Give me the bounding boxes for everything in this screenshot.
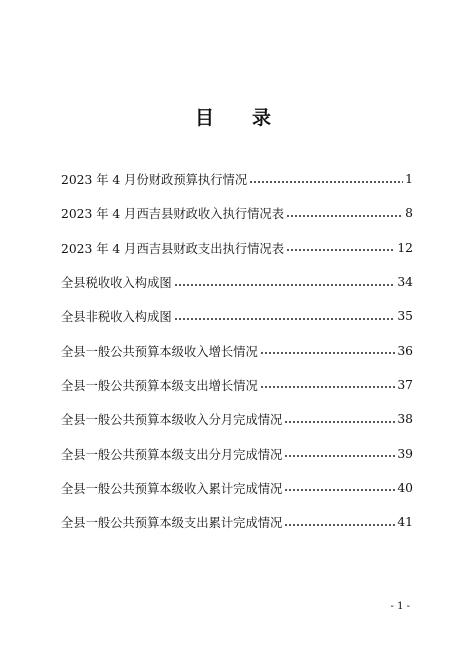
toc-entry-page: 38 [397, 412, 413, 427]
toc-entry[interactable] [61, 436, 413, 470]
title-char-1: 目 [194, 107, 216, 129]
toc-entry-page: 12 [397, 240, 413, 255]
toc-entry[interactable] [61, 299, 413, 333]
toc-entry-label: 全县一般公共预算本级收入分月完成情况 [61, 413, 283, 428]
toc-entry-page: 36 [397, 343, 413, 358]
toc-entry-page: 34 [397, 275, 413, 290]
toc-entry-label: 全县一般公共预算本级支出分月完成情况 [61, 447, 283, 462]
toc-entry-page: 1 [405, 172, 413, 187]
table-of-contents [61, 162, 413, 539]
toc-entry[interactable] [61, 162, 413, 196]
dot-leader [174, 318, 396, 320]
toc-entry[interactable] [61, 402, 413, 436]
dot-leader [284, 489, 395, 491]
dot-leader [284, 524, 395, 526]
dot-leader [284, 421, 395, 423]
toc-entry[interactable] [61, 231, 413, 265]
dot-leader [260, 386, 396, 388]
title-char-2: 录 [252, 107, 274, 129]
dot-leader [260, 352, 396, 354]
toc-entry-page: 35 [397, 309, 413, 324]
page-title [0, 103, 468, 130]
dot-leader [249, 181, 403, 183]
toc-entry-label: 全县一般公共预算本级支出增长情况 [61, 378, 258, 393]
dot-leader [286, 215, 403, 217]
page-number: - 1 - [390, 601, 410, 612]
toc-entry-label: 全县一般公共预算本级收入增长情况 [61, 344, 258, 359]
toc-entry-label: 全县一般公共预算本级收入累计完成情况 [61, 481, 283, 496]
toc-entry[interactable] [61, 333, 413, 367]
toc-entry-page: 40 [397, 480, 413, 495]
toc-entry-label: 全县非税收入构成图 [61, 310, 172, 325]
toc-entry[interactable] [61, 196, 413, 230]
toc-entry-label: 全县税收收入构成图 [61, 276, 172, 291]
toc-entry-label: 2023 年 4 月西吉县财政支出执行情况表 [61, 241, 285, 256]
toc-entry[interactable] [61, 471, 413, 505]
toc-entry-page: 41 [397, 515, 413, 530]
toc-entry-label: 2023 年 4 月份财政预算执行情况 [61, 173, 248, 188]
dot-leader [174, 284, 396, 286]
toc-entry[interactable] [61, 505, 413, 539]
toc-entry-label: 2023 年 4 月西吉县财政收入执行情况表 [61, 207, 285, 222]
toc-entry-page: 37 [397, 377, 413, 392]
toc-entry-page: 8 [405, 206, 413, 221]
toc-entry-page: 39 [397, 446, 413, 461]
dot-leader [286, 249, 395, 251]
toc-entry[interactable] [61, 368, 413, 402]
toc-entry[interactable] [61, 265, 413, 299]
dot-leader [284, 455, 395, 457]
toc-entry-label: 全县一般公共预算本级支出累计完成情况 [61, 516, 283, 531]
